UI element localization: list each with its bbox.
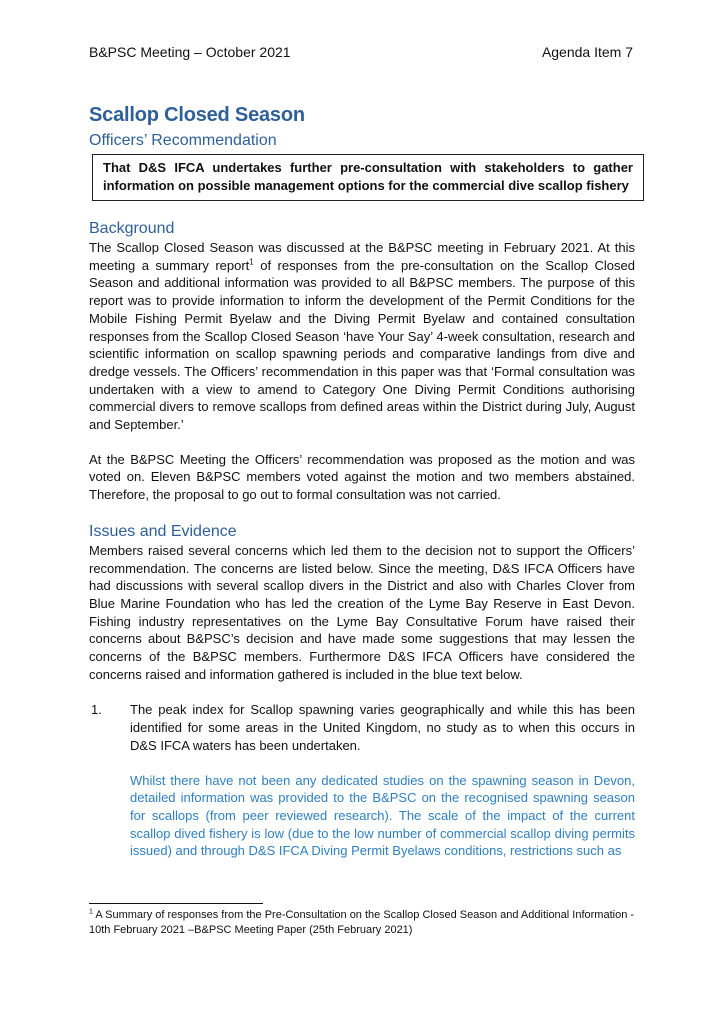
footnote-separator <box>89 903 263 904</box>
page-body <box>89 103 635 860</box>
background-paragraph-1 <box>89 239 635 434</box>
issues-heading: Issues and Evidence <box>89 522 237 540</box>
list-item <box>89 701 635 860</box>
recommendation-heading: Officers’ Recommendation <box>89 132 277 149</box>
issues-paragraph-1: Members raised several concerns which led them to the decision not to support the Officers’ recommendation. The concerns are listed below. Since the meeting, D&S IFCA Officers have had discussions with several scallop divers in the District and also with Charles Clover from Blue Marine Foundation who has led the creation of the Lyme Bay Reserve in East Devon. Fishing industry representatives on the Lyme Bay Consultative Forum have raised their concerns about B&PSC’s decision and have made some suggestions that may lessen the concerns of the B&PSC members. Furthermore D&S IFCA Officers have considered the concerns raised and information gathered is included in the blue text below. <box>89 542 635 682</box>
footnote-marker: 1 <box>89 908 93 916</box>
footnote-reference: 1 <box>249 257 254 267</box>
recommendation-box: That D&S IFCA undertakes further pre-consultation with stakeholders to gather information on possible management options for the commercial dive scallop fishery <box>92 154 644 201</box>
footnote-text: A Summary of responses from the Pre-Consultation on the Scallop Closed Season and Additional Information - 10th February 2021 –B&PSC Meeting Paper (25th February 2021) <box>89 909 635 936</box>
background-p1-text-b: of responses from the pre-consultation on the Scallop Closed Season and additional information was provided to all B&PSC members. The purpose of this report was to provide information to inform the development of the Permit Conditions for the Mobile Fishing Permit Byelaw and the Diving Permit Byelaw and contained consultation responses from the Scallop Closed Season ‘have Your Say’ 4-week consultation, research and scientific information on scallop spawning periods and comparative landings from dive and dredge vessels. The Officers’ recommendation in this paper was that ‘Formal consultation was undertaken with a view to amend to Category One Diving Permit Conditions authorising commercial divers to remove scallops from defined areas within the District during July, August and September.’ <box>89 257 635 433</box>
list-item-number: 1. <box>91 702 102 718</box>
background-p1-text-a: The Scallop Closed Season was discussed at the B&PSC meeting in February 2021. At this meeting a summary report <box>89 240 635 273</box>
footnote <box>89 908 635 937</box>
list-item-text: The peak index for Scallop spawning varies geographically and while this has been identified for some areas in the United Kingdom, no study as to when this occurs in D&S IFCA waters has been undertaken. <box>130 702 635 753</box>
header-agenda-item: Agenda Item 7 <box>541 44 633 60</box>
header-meeting: B&PSC Meeting – October 2021 <box>89 44 291 60</box>
concerns-list <box>89 701 635 860</box>
list-item-response: Whilst there have not been any dedicated studies on the spawning season in Devon, detailed information was provided to the B&PSC on the recognised spawning season for scallops (from peer reviewed research). The scale of the impact of the current scallop dived fishery is low (due to the low number of commercial scallop diving permits issued) and through D&S IFCA Diving Permit Byelaws conditions, restrictions such as <box>130 772 635 859</box>
background-paragraph-2: At the B&PSC Meeting the Officers’ recommendation was proposed as the motion and was voted on. Eleven B&PSC members voted against the motion and two members abstained. Therefore, the proposal to go out to formal consultation was not carried. <box>89 451 635 503</box>
background-heading: Background <box>89 220 175 237</box>
page-title: Scallop Closed Season <box>89 104 305 126</box>
